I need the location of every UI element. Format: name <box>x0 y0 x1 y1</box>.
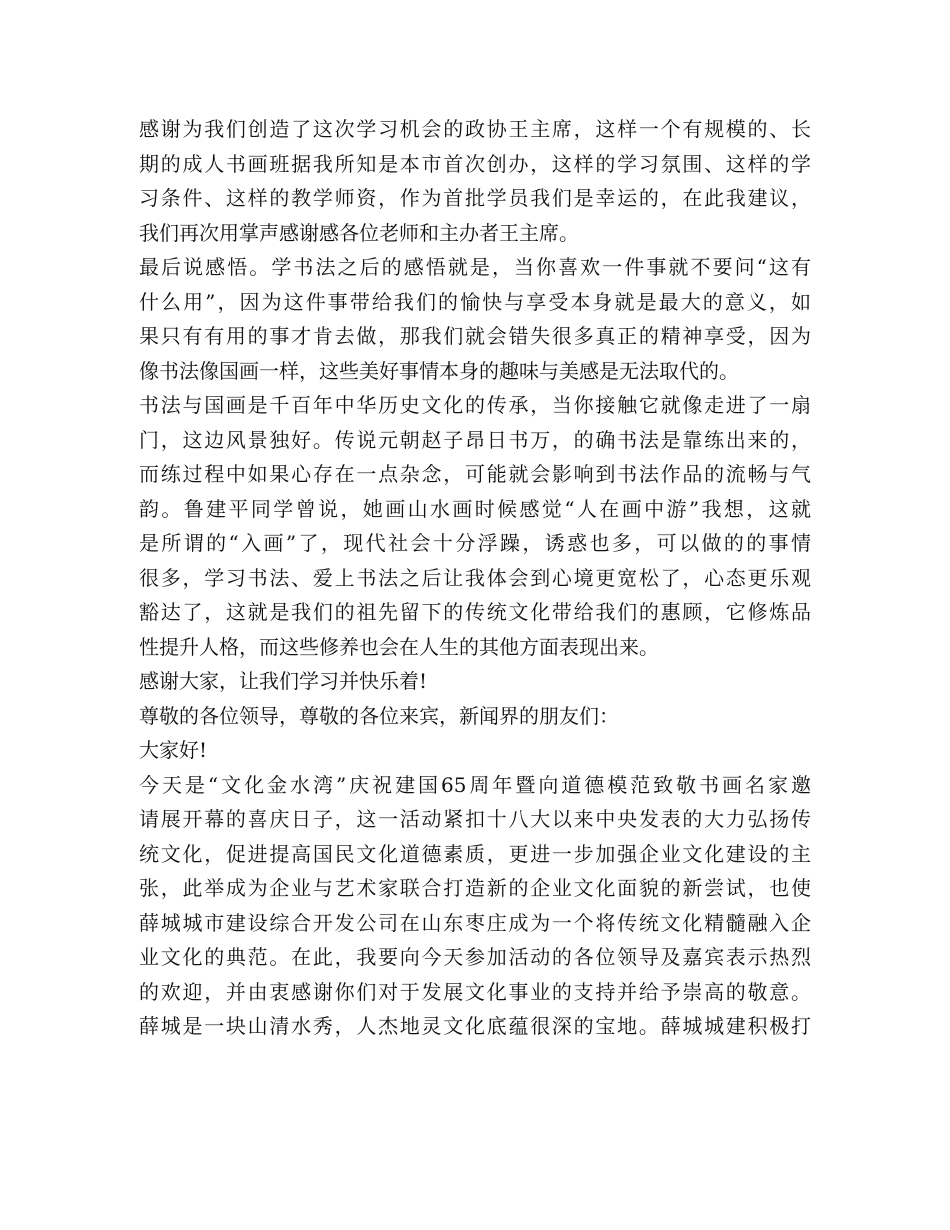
text-line: 感谢为我们创造了这次学习机会的政协王主席，这样一个有规模的、长 <box>139 117 811 141</box>
text-line: 韵。鲁建平同学曾说，她画山水画时候感觉“人在画中游”我想，这就 <box>139 496 811 521</box>
text-line: 尊敬的各位领导，尊敬的各位来宾，新闻界的朋友们： <box>139 703 619 728</box>
text-line: 像书法像国画一样，这些美好事情本身的趣味与美感是无法取代的。 <box>139 358 739 383</box>
document-body <box>139 112 811 1044</box>
text-line: 书法与国画是千百年中华历史文化的传承，当你接触它就像走进了一扇 <box>139 393 811 417</box>
text-line: 感谢大家，让我们学习并快乐着! <box>139 669 428 693</box>
text-line: 是所谓的“入画”了，现代社会十分浮躁，诱惑也多，可以做的的事情 <box>139 531 811 555</box>
text-line: 我们再次用掌声感谢感各位老师和主办者王主席。 <box>139 220 579 245</box>
text-line: 而练过程中如果心存在一点杂念，可能就会影响到书法作品的流畅与气 <box>139 462 811 486</box>
text-line: 薛城城市建设综合开发公司在山东枣庄成为一个将传统文化精髓融入企 <box>139 910 811 935</box>
text-line: 习条件、这样的教学师资，作为首批学员我们是幸运的，在此我建议， <box>139 186 811 210</box>
text-line: 业文化的典范。在此，我要向今天参加活动的各位领导及嘉宾表示热烈 <box>139 945 811 969</box>
text-line: 期的成人书画班据我所知是本市首次创办，这样的学习氛围、这样的学 <box>139 151 811 176</box>
text-line: 薛城是一块山清水秀，人杰地灵文化底蕴很深的宝地。薛城城建积极打 <box>139 1014 811 1038</box>
text-line: 大家好! <box>139 738 208 762</box>
text-line: 请展开幕的喜庆日子，这一活动紧扣十八大以来中央发表的大力弘扬传 <box>139 807 811 831</box>
text-line: 张，此举成为企业与艺术家联合打造新的企业文化面貌的新尝试，也使 <box>139 876 811 900</box>
text-line: 性提升人格，而这些修养也会在人生的其他方面表现出来。 <box>139 634 659 659</box>
text-line: 豁达了，这就是我们的祖先留下的传统文化带给我们的惠顾，它修炼品 <box>139 600 811 624</box>
text-line: 很多，学习书法、爱上书法之后让我体会到心境更宽松了，心态更乐观 <box>139 565 811 590</box>
text-line: 最后说感悟。学书法之后的感悟就是，当你喜欢一件事就不要问“这有 <box>139 255 811 279</box>
text-line: 统文化，促进提高国民文化道德素质，更进一步加强企业文化建设的主 <box>139 841 811 866</box>
text-line: 门，这边风景独好。传说元朝赵子昂日书万，的确书法是靠练出来的， <box>139 427 811 452</box>
text-line: 什么用”，因为这件事带给我们的愉快与享受本身就是最大的意义，如 <box>139 289 811 314</box>
text-line: 果只有有用的事才肯去做，那我们就会错失很多真正的精神享受，因为 <box>139 324 811 348</box>
text-line: 今天是“文化金水湾”庆祝建国65周年暨向道德模范致敬书画名家邀 <box>139 772 811 797</box>
text-line: 的欢迎，并由衷感谢你们对于发展文化事业的支持并给予崇高的敬意。 <box>139 979 811 1004</box>
